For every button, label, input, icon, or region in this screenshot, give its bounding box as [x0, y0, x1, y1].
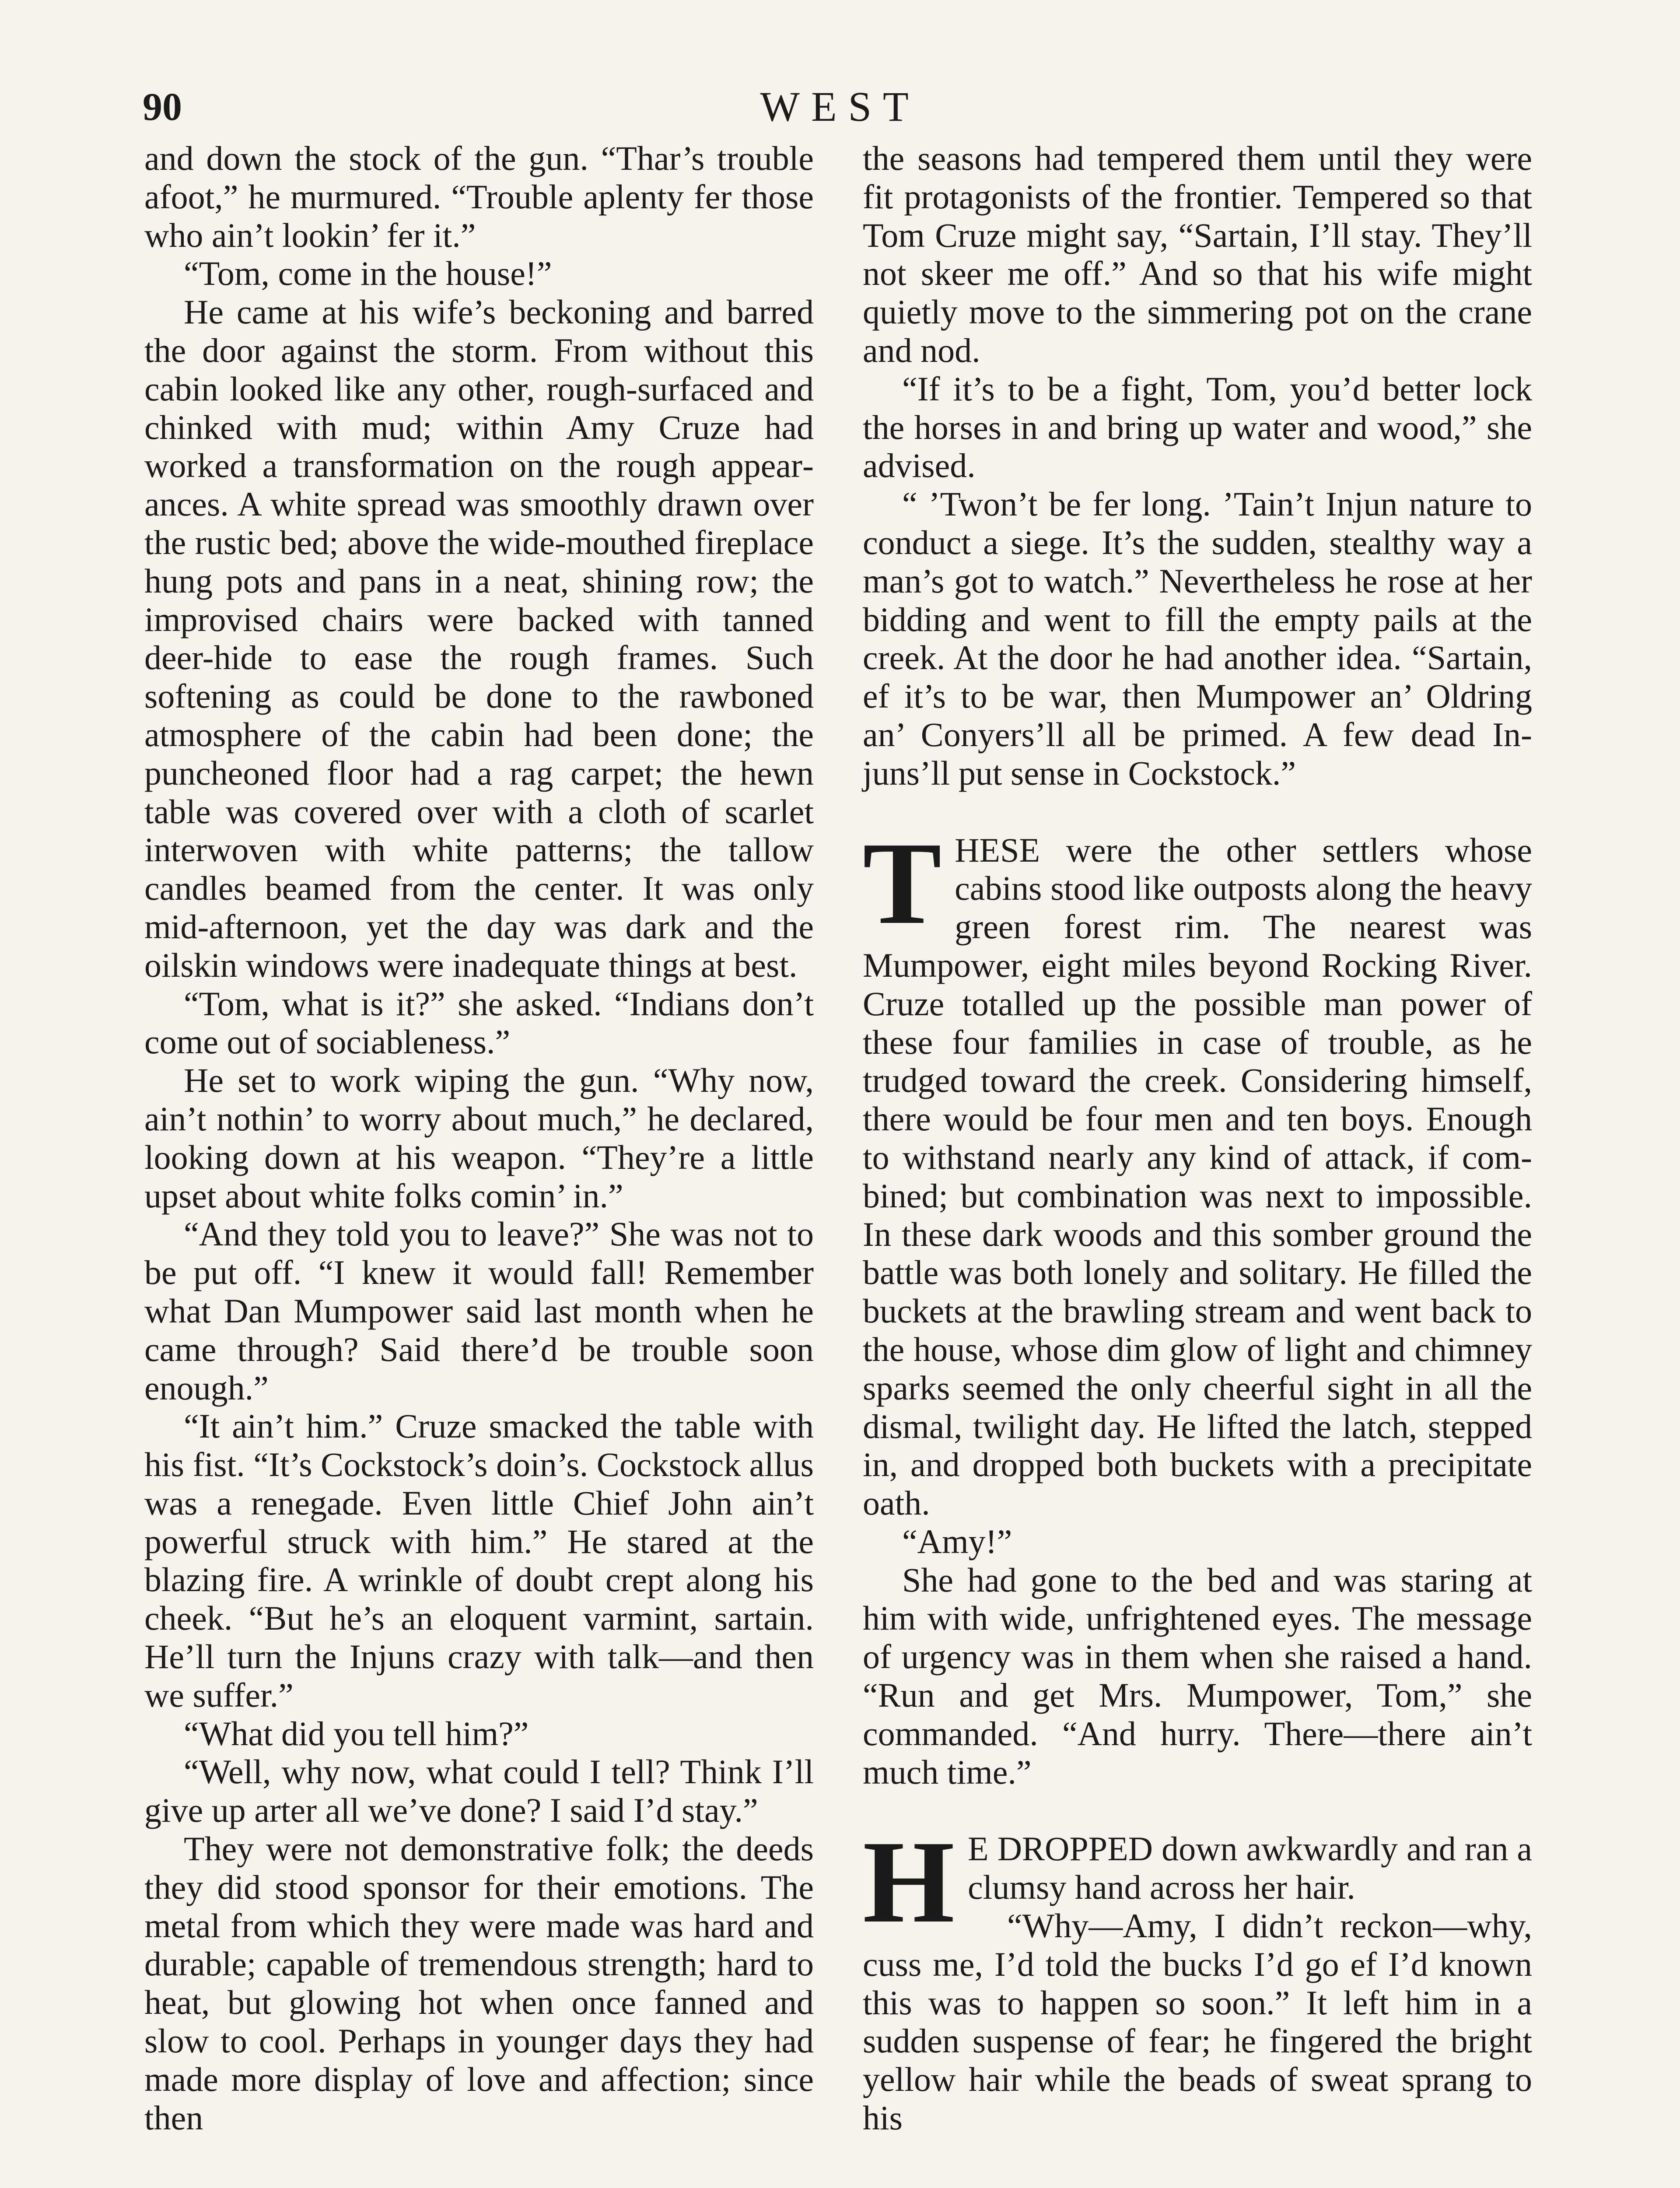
- drop-cap: T: [863, 817, 942, 949]
- paragraph: He set to work wiping the gun. “Why now, ain’t nothin’ to worry about much,” he declared, looking down at his weapon. “They’re a little upset about white folks comin’ in.”: [144, 1061, 814, 1215]
- drop-cap: H: [863, 1816, 955, 1948]
- section-opening-paragraph: [863, 817, 1532, 1522]
- paragraph: “Tom, what is it?” she asked. “Indians don’t come out of sociableness.”: [144, 984, 814, 1061]
- paragraph: “Well, why now, what could I tell? Think I’ll give up arter all we’ve done? I said I’d stay.”: [144, 1753, 814, 1830]
- paragraph: “ ’Twon’t be fer long. ’Tain’t Injun nature to conduct a siege. It’s the sudden, stealthy way a man’s got to watch.” Nevertheless he rose at her bidding and went to fill the empty pails at the creek. At the door he had another idea. “Sartain, ef it’s to be war, then Mumpower an’ Oldring an’ Conyers’ll all be primed. A few dead Injuns’ll put sense in Cockstock.”: [863, 485, 1532, 792]
- paragraph-text: E DROPPED down awkwardly and ran a clumsy hand across her hair.: [968, 1830, 1532, 1907]
- paragraph: He came at his wife’s beckoning and barred the door against the storm. From without this cabin looked like any other, rough-surfaced and chinked with mud; within Amy Cruze had worked a transformation on the rough appearances. A white spread was smoothly drawn over the rustic bed; above the wide-mouthed fireplace hung pots and pans in a neat, shining row; the improvised chairs were backed with tanned deer-hide to ease the rough frames. Such softening as could be done to the rawboned atmosphere of the cabin had been done; the puncheoned floor had a rag carpet; the hewn table was covered over with a cloth of scarlet interwoven with white patterns; the tallow candles beamed from the center. It was only mid-afternoon, yet the day was dark and the oilskin windows were inadequate things at best.: [144, 293, 814, 984]
- paragraph: “And they told you to leave?” She was not to be put off. “I knew it would fall! Remember what Dan Mumpower said last month when he came through? Said there’d be trouble soon enough.”: [144, 1215, 814, 1407]
- paragraph: the seasons had tempered them until they were fit protagonists of the frontier. Tempered so that Tom Cruze might say, “Sartain, I’ll stay. They’ll not skeer me off.” And so that his wife might quietly move to the simmering pot on the crane and nod.: [863, 139, 1532, 369]
- paragraph: and down the stock of the gun. “Thar’s trouble afoot,” he murmured. “Trouble aplenty fer those who ain’t lookin’ fer it.”: [144, 139, 814, 254]
- paragraph: “If it’s to be a fight, Tom, you’d better lock the horses in and bring up water and wood,” she advised.: [863, 369, 1532, 485]
- paragraph: She had gone to the bed and was staring at him with wide, unfrightened eyes. The message of urgency was in them when she raised a hand. “Run and get Mrs. Mumpower, Tom,” she commanded. “And hurry. There—there ain’t much time.”: [863, 1560, 1532, 1791]
- left-column: [144, 139, 814, 2137]
- paragraph: “What did you tell him?”: [184, 1714, 529, 1753]
- paragraph: They were not demonstrative folk; the deeds they did stood sponsor for their emotions. The metal from which they were made was hard and durable; capable of tremendous strength; hard to heat, but glowing hot when once fanned and slow to cool. Perhaps in younger days they had made more display of love and affection; since then: [144, 1830, 814, 2137]
- section-opening-paragraph: [863, 1816, 1532, 1948]
- right-column: [863, 139, 1532, 2137]
- paragraph: “Amy!”: [902, 1522, 1012, 1560]
- paragraph: “Why—Amy, I didn’t reckon—why, cuss me, I’d told the bucks I’d go ef I’d known this was to happen so soon.” It left him in a sudden suspense of fear; he fingered the bright yellow hair while the beads of sweat sprang to his: [863, 1907, 1532, 2137]
- paragraph: “Tom, come in the house!”: [184, 254, 552, 293]
- paragraph-text: HESE were the other settlers whose cabins stood like outposts along the heavy green forest rim. The nearest was Mumpower, eight miles beyond Rocking River. Cruze totalled up the possible man power of these four families in case of trouble, as he trudged toward the creek. Considering himself, there would be four men and ten boys. Enough to withstand nearly any kind of attack, if combined; but combination was next to impossible. In these dark woods and this somber ground the battle was both lonely and solitary. He filled the buckets at the brawling stream and went back to the house, whose dim glow of light and chimney sparks seemed the only cheerful sight in all the dismal, twilight day. He lifted the latch, stepped in, and dropped both buckets with a precipitate oath.: [863, 831, 1532, 1522]
- running-title: WEST: [760, 83, 920, 130]
- paragraph: “It ain’t him.” Cruze smacked the table with his fist. “It’s Cockstock’s doin’s. Cockstock allus was a renegade. Even little Chief John ain’t powerful struck with him.” He stared at the blazing fire. A wrinkle of doubt crept along his cheek. “But he’s an eloquent varmint, sartain. He’ll turn the Injuns crazy with talk—and then we suffer.”: [144, 1407, 814, 1714]
- page-number: 90: [143, 85, 182, 129]
